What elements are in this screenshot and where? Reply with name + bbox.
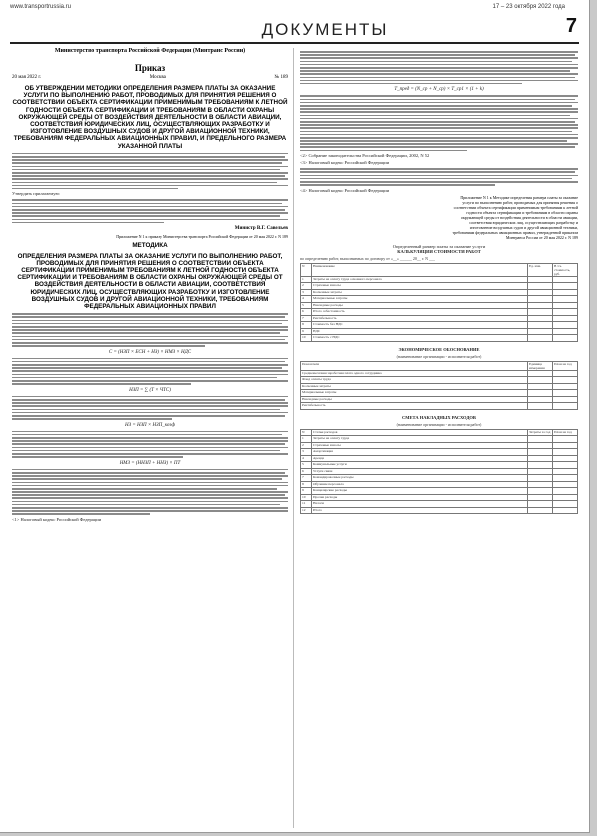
order-body-text [12,153,288,190]
table-row: 10 Прочие расходы [301,494,578,501]
order-place: Москва [149,75,166,80]
order-meta [12,75,288,80]
footnote-4: <4> Налоговый кодекс Российской Федерации [300,187,390,193]
formula-labor: НЗП = ∑ (T × ЧТС) [129,387,171,393]
table-header-row: N Статьи расходов Затраты за год План на год [301,429,578,436]
ministry-name: Министерство транспорта Российской Федерации (Минтранс России) [54,48,246,54]
overhead-table [300,429,578,515]
formula-cost: С = (НЗП × ЕСН + НЗ) × НМЗ × НДС [108,349,192,355]
method-text-4 [12,431,288,458]
econ-col-plan: План на год [553,361,578,370]
table-row: 4 Материальные затраты [301,296,578,303]
table-row: 5 Накладные расходы [301,302,578,309]
formula-indirect: НЗ = НЗП × НЗП_коэф [125,422,175,428]
table-row: Материальные затраты [301,390,578,397]
economic-form-subtitle: (наименование организации - исполнителя работ) [396,353,482,359]
method-word: МЕТОДИКА [132,242,168,250]
appendix-note: Приложение N 1 к приказу Министерства транспорта Российской Федерации от 20 мая 2022 г. N 189 [116,234,288,240]
page-header [10,4,579,14]
order-number: № 189 [274,75,288,80]
issue-date: 17 – 23 октября 2022 года [492,4,565,10]
table-header-row [301,361,578,370]
calc-col-unit: Ед. изм. [528,263,553,276]
left-column [12,48,288,524]
table-row: Рентабельность [301,403,578,410]
form-caption: Определенный размер платы за оказание услуги [392,243,486,249]
formula-materials: НМЗ = (ННЗП + ННЗ) × ПТ [119,460,181,466]
econ-col-unit: Единица измерения [528,361,553,370]
econ-col-name: Показатели [301,361,528,370]
page-number: 7 [565,15,577,37]
order-title: ОБ УТВЕРЖДЕНИИ МЕТОДИКИ ОПРЕДЕЛЕНИЯ РАЗМЕРА ПЛАТЫ ЗА ОКАЗАНИЕ УСЛУГИ ПО ВЫПОЛНЕНИЮ РАБОТ, ПРОВОДИМЫХ ДЛЯ ПРИНЯТИЯ РЕШЕНИЯ О СООТВЕТСТВИИ ОБЪЕКТА СЕРТИФИКАЦИИ ПРИМЕНИМЫМ ТРЕБОВАНИЯМ К ЛЕТНОЙ ГОДНОСТИ ОБЪЕКТА СЕРТИФИКАЦИИ И ТРЕБОВАНИЯМ В ОБЛАСТИ ОХРАНЫ ОКРУЖАЮЩЕЙ СРЕДЫ ОТ ВОЗДЕЙСТВИЯ ДЕЯТЕЛЬНОСТИ В ОБЛАСТИ АВИАЦИИ, СООТВЕТСТВИЯ ЮРИДИЧЕСКИХ ЛИЦ, ОСУЩЕСТВЛЯЮЩИХ РАЗРАБОТКУ И ИЗГОТОВЛЕНИЕ ВОЗДУШНЫХ СУДОВ И ДРУГОЙ АВИАЦИОННОЙ ТЕХНИКИ, ТРЕБОВАНИЯМ ФЕДЕРАЛЬНЫХ АВИАЦИОННЫХ ПРАВИЛ, И ПРЕДЕЛЬНОГО РАЗМЕРА УКАЗАННОЙ ПЛАТЫ [12,85,288,150]
overhead-col-plan: План на год [553,429,578,436]
table-row: Фонд оплаты труда [301,377,578,384]
table-row: 7 Рентабельность [301,315,578,322]
table-row: 6 Итого себестоимость [301,309,578,316]
right-text-2 [300,95,578,151]
footnote-2: <2> Собрание законодательства Российской Федерации, 2002, N 52 [300,153,430,159]
right-text-1 [300,51,578,84]
right-text-3 [300,168,578,186]
economic-table [300,361,578,410]
method-text-5 [12,469,288,515]
overhead-col-name: Статьи расходов [312,429,528,436]
header-rule [10,42,579,44]
form-appendix-note: Приложение N 1 к Методике определения размера платы за оказание услуги по выполнению работ, проводимых для принятия решения о соответствии объекта сертификации применимым требованиям к летной годности объекта сертификации и требованиям в области охраны окружающей среды от воздействия деятельности в области авиации, соответствия юридических лиц, осуществляющих разработку и изготовление воздушных судов и другой авиационной техники, требованиям федеральных авиационных правил, утвержденной приказом Минтранса России от 20 мая 2022 г. N 189 [452,194,578,240]
order-date: 20 мая 2022 г. [12,75,42,80]
order-items-text [12,199,288,223]
table-row: 1 Затраты на оплату труда [301,436,578,443]
table-row: 11 Налоги [301,501,578,508]
order-heading: Приказ [134,63,166,73]
table-row: 8 Обучение персонала [301,481,578,488]
site-url[interactable]: www.transportrussia.ru [10,4,72,10]
formula-time: Т_пред = (N_ср + N_ср) × Т_ср1 × (1 + k) [394,87,484,93]
right-column [300,48,578,514]
column-divider [293,48,294,828]
method-title: ОПРЕДЕЛЕНИЯ РАЗМЕРА ПЛАТЫ ЗА ОКАЗАНИЕ УСЛУГИ ПО ВЫПОЛНЕНИЮ РАБОТ, ПРОВОДИМЫХ ДЛЯ ПРИНЯТИЯ РЕШЕНИЯ О СООТВЕТСТВИИ ОБЪЕКТА СЕРТИФИКАЦИИ ПРИМЕНИМЫМ ТРЕБОВАНИЯМ К ЛЕТНОЙ ГОДНОСТИ ОБЪЕКТА СЕРТИФИКАЦИИ И ТРЕБОВАНИЯМ В ОБЛАСТИ ОХРАНЫ ОКРУЖАЮЩЕЙ СРЕДЫ ОТ ВОЗДЕЙСТВИЯ ДЕЯТЕЛЬНОСТИ В ОБЛАСТИ АВИАЦИИ, СООТВЕТСТВИЯ ЮРИДИЧЕСКИХ ЛИЦ, ОСУЩЕСТВЛЯЮЩИХ РАЗРАБОТКУ И ИЗГОТОВЛЕНИЕ ВОЗДУШНЫХ СУДОВ И ДРУГОЙ АВИАЦИОННОЙ ТЕХНИКИ, ТРЕБОВАНИЯМ ФЕДЕРАЛЬНЫХ АВИАЦИОННЫХ ПРАВИЛ [17,252,283,311]
table-row: 3 Косвенные затраты [301,289,578,296]
approve-line: Утвердить прилагаемую: [12,191,61,197]
table-row: 2 Страховые взносы [301,283,578,290]
table-row: 9 НДС [301,328,578,335]
calc-col-name: Наименование [312,263,528,276]
table-row: 10 Стоимость с НДС [301,335,578,342]
table-header-row: N Наименование Ед. изм. В т.ч. стоимость, руб. [301,263,578,276]
section-title: ДОКУМЕНТЫ [261,20,389,39]
method-text-2 [12,358,288,385]
method-text-1 [12,313,288,346]
table-row: 1 Затраты на оплату труда основного персонала [301,276,578,283]
table-row: 12 Итого [301,507,578,514]
table-row: Косвенные затраты [301,383,578,390]
table-row: 8 Стоимость без НДС [301,322,578,329]
calc-form-title: КАЛЬКУЛЯЦИЯ СТОИМОСТИ РАБОТ [397,248,481,254]
table-row: 9 Канцелярские расходы [301,488,578,495]
calc-col-cost: В т.ч. стоимость, руб. [553,263,578,276]
table-row: 4 Аренда [301,455,578,462]
footnote-3: <3> Налоговый кодекс Российской Федерации [300,160,390,166]
overhead-form-subtitle: (наименование организации - исполнителя работ) [396,421,482,427]
calc-table [300,263,578,342]
table-row: 3 Амортизация [301,449,578,456]
table-row: 5 Коммунальные услуги [301,462,578,469]
economic-form-title: ЭКОНОМИЧЕСКОЕ ОБОСНОВАНИЕ [398,346,480,352]
table-row: Накладные расходы [301,396,578,403]
table-row: 6 Услуги связи [301,468,578,475]
table-row: Среднемесячная заработная плата одного сотрудника [301,370,578,377]
minister-signature: Министр В.Г. Савельев [234,226,288,232]
table-row: 7 Командировочные расходы [301,475,578,482]
footnote-tax-code: <1> Налоговый кодекс Российской Федерации [12,517,102,522]
overhead-form-title: СМЕТА НАКЛАДНЫХ РАСХОДОВ [402,414,476,420]
table-row: 2 Страховые взносы [301,442,578,449]
overhead-col-year: Затраты за год [528,429,553,436]
method-text-3 [12,396,288,420]
calc-form-subtitle: по определению работ, выполняемых по договору от «__» ______ 20__ г. N ___ [300,255,435,261]
